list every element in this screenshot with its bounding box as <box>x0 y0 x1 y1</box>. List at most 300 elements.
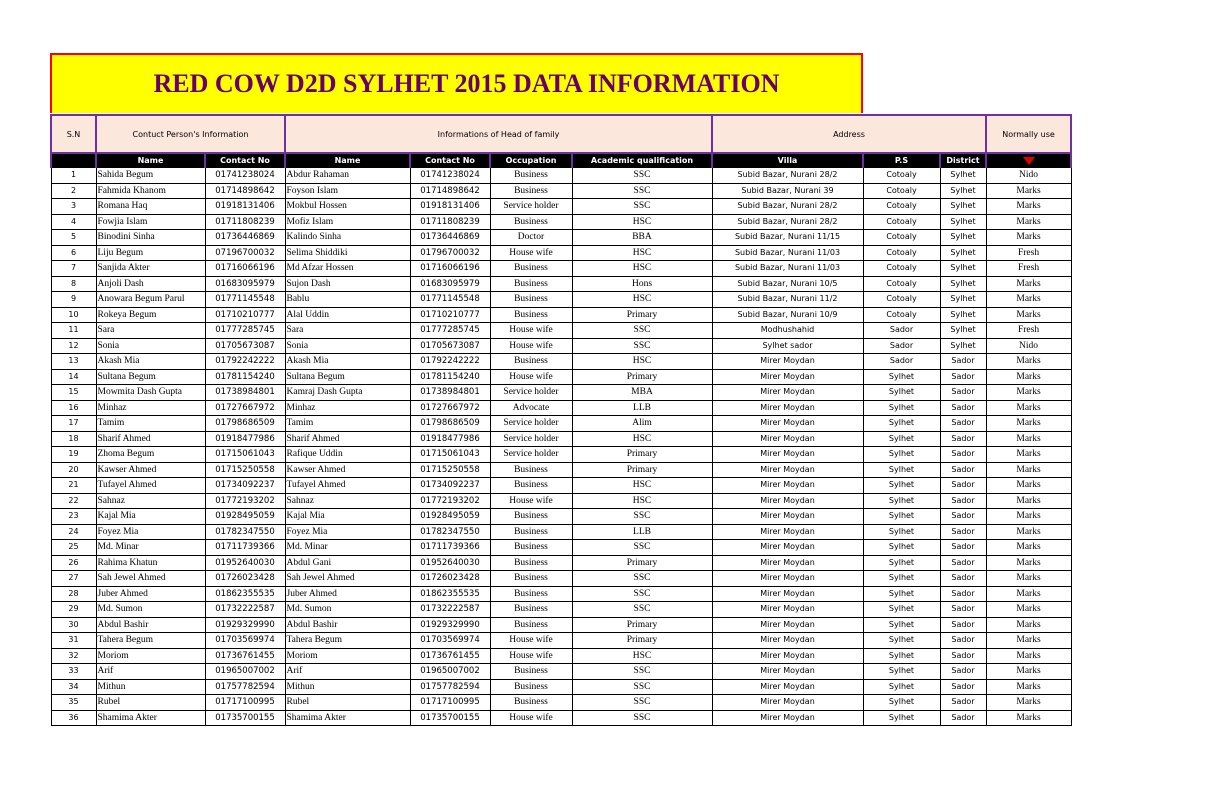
contact-no-cell[interactable]: 01782347550 <box>205 524 285 540</box>
head-name-cell[interactable]: Tamim <box>285 416 410 432</box>
occupation-cell[interactable]: House wife <box>490 648 572 664</box>
head-contact-cell[interactable]: 01736446869 <box>410 230 490 246</box>
ps-cell[interactable]: Cotoaly <box>863 307 940 323</box>
district-cell[interactable]: Sylhet <box>940 168 986 184</box>
head-name-cell[interactable]: Sultana Begum <box>285 369 410 385</box>
contact-name-cell[interactable]: Md. Minar <box>96 540 205 556</box>
ps-cell[interactable]: Sylhet <box>863 648 940 664</box>
qualification-cell[interactable]: BBA <box>572 230 712 246</box>
head-contact-cell[interactable]: 01711808239 <box>410 214 490 230</box>
district-cell[interactable]: Sylhet <box>940 199 986 215</box>
district-cell[interactable]: Sador <box>940 648 986 664</box>
contact-no-cell[interactable]: 01736761455 <box>205 648 285 664</box>
qualification-cell[interactable]: HSC <box>572 261 712 277</box>
villa-cell[interactable]: Subid Bazar, Nurani 10/5 <box>712 276 863 292</box>
contact-name-cell[interactable]: Md. Sumon <box>96 602 205 618</box>
head-contact-cell[interactable]: 01918131406 <box>410 199 490 215</box>
occupation-cell[interactable]: House wife <box>490 633 572 649</box>
contact-name-cell[interactable]: Tahera Begum <box>96 633 205 649</box>
contact-no-cell[interactable]: 01918131406 <box>205 199 285 215</box>
contact-name-cell[interactable]: Rubel <box>96 695 205 711</box>
qualification-cell[interactable]: Primary <box>572 307 712 323</box>
normally-use-cell[interactable]: Fresh <box>986 323 1071 339</box>
head-contact-cell[interactable]: 01736761455 <box>410 648 490 664</box>
head-name-cell[interactable]: Rafique Uddin <box>285 447 410 463</box>
head-contact-cell[interactable]: 01952640030 <box>410 555 490 571</box>
normally-use-cell[interactable]: Fresh <box>986 261 1071 277</box>
ps-cell[interactable]: Sador <box>863 338 940 354</box>
district-cell[interactable]: Sylhet <box>940 214 986 230</box>
qualification-cell[interactable]: MBA <box>572 385 712 401</box>
district-cell[interactable]: Sador <box>940 695 986 711</box>
head-contact-cell[interactable]: 01714898642 <box>410 183 490 199</box>
contact-no-cell[interactable]: 01771145548 <box>205 292 285 308</box>
villa-cell[interactable]: Subid Bazar, Nurani 11/03 <box>712 245 863 261</box>
qualification-cell[interactable]: SSC <box>572 323 712 339</box>
occupation-cell[interactable]: Business <box>490 540 572 556</box>
normally-use-cell[interactable]: Marks <box>986 385 1071 401</box>
head-name-cell[interactable]: Tufayel Ahmed <box>285 478 410 494</box>
ps-cell[interactable]: Sylhet <box>863 462 940 478</box>
contact-name-cell[interactable]: Foyez Mia <box>96 524 205 540</box>
normally-use-cell[interactable]: Marks <box>986 617 1071 633</box>
occupation-cell[interactable]: Business <box>490 679 572 695</box>
head-contact-cell[interactable]: 01734092237 <box>410 478 490 494</box>
sn-cell[interactable]: 9 <box>51 292 96 308</box>
normally-use-cell[interactable]: Nido <box>986 338 1071 354</box>
villa-cell[interactable]: Subid Bazar, Nurani 28/2 <box>712 168 863 184</box>
sn-cell[interactable]: 20 <box>51 462 96 478</box>
sn-cell[interactable]: 2 <box>51 183 96 199</box>
district-cell[interactable]: Sador <box>940 710 986 726</box>
district-cell[interactable]: Sador <box>940 509 986 525</box>
contact-name-cell[interactable]: Fahmida Khanom <box>96 183 205 199</box>
normally-use-cell[interactable]: Marks <box>986 431 1071 447</box>
qualification-cell[interactable]: Primary <box>572 462 712 478</box>
contact-name-cell[interactable]: Kawser Ahmed <box>96 462 205 478</box>
qualification-cell[interactable]: SSC <box>572 540 712 556</box>
district-cell[interactable]: Sylhet <box>940 292 986 308</box>
villa-cell[interactable]: Mirer Moydan <box>712 586 863 602</box>
head-contact-cell[interactable]: 01715061043 <box>410 447 490 463</box>
normally-use-cell[interactable]: Marks <box>986 307 1071 323</box>
head-name-cell[interactable]: Alal Uddin <box>285 307 410 323</box>
contact-no-cell[interactable]: 01777285745 <box>205 323 285 339</box>
head-contact-cell[interactable]: 01683095979 <box>410 276 490 292</box>
contact-no-cell[interactable]: 01952640030 <box>205 555 285 571</box>
head-name-cell[interactable]: Juber Ahmed <box>285 586 410 602</box>
contact-name-cell[interactable]: Moriom <box>96 648 205 664</box>
qualification-cell[interactable]: HSC <box>572 648 712 664</box>
occupation-cell[interactable]: Business <box>490 586 572 602</box>
head-name-cell[interactable]: Rubel <box>285 695 410 711</box>
qualification-cell[interactable]: LLB <box>572 400 712 416</box>
contact-name-cell[interactable]: Shamima Akter <box>96 710 205 726</box>
occupation-cell[interactable]: Service holder <box>490 416 572 432</box>
villa-cell[interactable]: Mirer Moydan <box>712 664 863 680</box>
district-cell[interactable]: Sador <box>940 416 986 432</box>
sn-cell[interactable]: 35 <box>51 695 96 711</box>
head-contact-cell[interactable]: 01929329990 <box>410 617 490 633</box>
normally-use-cell[interactable]: Marks <box>986 400 1071 416</box>
normally-use-cell[interactable]: Marks <box>986 695 1071 711</box>
district-cell[interactable]: Sylhet <box>940 183 986 199</box>
occupation-cell[interactable]: House wife <box>490 323 572 339</box>
villa-cell[interactable]: Subid Bazar, Nurani 39 <box>712 183 863 199</box>
contact-no-cell[interactable]: 01710210777 <box>205 307 285 323</box>
contact-name-cell[interactable]: Akash Mia <box>96 354 205 370</box>
villa-cell[interactable]: Subid Bazar, Nurani 10/9 <box>712 307 863 323</box>
sn-cell[interactable]: 36 <box>51 710 96 726</box>
head-name-cell[interactable]: Sara <box>285 323 410 339</box>
head-name-cell[interactable]: Moriom <box>285 648 410 664</box>
contact-name-cell[interactable]: Tufayel Ahmed <box>96 478 205 494</box>
head-name-cell[interactable]: Kajal Mia <box>285 509 410 525</box>
district-cell[interactable]: Sador <box>940 602 986 618</box>
ps-cell[interactable]: Sylhet <box>863 509 940 525</box>
contact-no-cell[interactable]: 01781154240 <box>205 369 285 385</box>
head-name-cell[interactable]: Sah Jewel Ahmed <box>285 571 410 587</box>
sn-cell[interactable]: 17 <box>51 416 96 432</box>
district-cell[interactable]: Sador <box>940 540 986 556</box>
qualification-cell[interactable]: LLB <box>572 524 712 540</box>
normally-use-cell[interactable]: Marks <box>986 586 1071 602</box>
district-cell[interactable]: Sylhet <box>940 245 986 261</box>
ps-cell[interactable]: Sylhet <box>863 571 940 587</box>
occupation-cell[interactable]: Business <box>490 276 572 292</box>
head-contact-cell[interactable]: 01796700032 <box>410 245 490 261</box>
ps-cell[interactable]: Cotoaly <box>863 183 940 199</box>
villa-cell[interactable]: Subid Bazar, Nurani 11/15 <box>712 230 863 246</box>
occupation-cell[interactable]: Business <box>490 478 572 494</box>
district-cell[interactable]: Sylhet <box>940 338 986 354</box>
ps-cell[interactable]: Cotoaly <box>863 168 940 184</box>
villa-cell[interactable]: Sylhet sador <box>712 338 863 354</box>
qualification-cell[interactable]: Alim <box>572 416 712 432</box>
qualification-cell[interactable]: Primary <box>572 617 712 633</box>
villa-cell[interactable]: Mirer Moydan <box>712 571 863 587</box>
villa-cell[interactable]: Mirer Moydan <box>712 462 863 478</box>
occupation-cell[interactable]: Business <box>490 617 572 633</box>
qualification-cell[interactable]: Primary <box>572 369 712 385</box>
head-contact-cell[interactable]: 01965007002 <box>410 664 490 680</box>
contact-name-cell[interactable]: Sharif Ahmed <box>96 431 205 447</box>
contact-name-cell[interactable]: Kajal Mia <box>96 509 205 525</box>
contact-no-cell[interactable]: 01717100995 <box>205 695 285 711</box>
head-name-cell[interactable]: Kamraj Dash Gupta <box>285 385 410 401</box>
normally-use-cell[interactable]: Marks <box>986 462 1071 478</box>
district-cell[interactable]: Sylhet <box>940 276 986 292</box>
head-contact-cell[interactable]: 01738984801 <box>410 385 490 401</box>
occupation-cell[interactable]: Business <box>490 214 572 230</box>
villa-cell[interactable]: Mirer Moydan <box>712 602 863 618</box>
villa-cell[interactable]: Mirer Moydan <box>712 633 863 649</box>
contact-name-cell[interactable]: Sahnaz <box>96 493 205 509</box>
villa-cell[interactable]: Subid Bazar, Nurani 28/2 <box>712 199 863 215</box>
villa-cell[interactable]: Mirer Moydan <box>712 524 863 540</box>
contact-name-cell[interactable]: Sah Jewel Ahmed <box>96 571 205 587</box>
normally-use-cell[interactable]: Nido <box>986 168 1071 184</box>
occupation-cell[interactable]: Business <box>490 602 572 618</box>
head-name-cell[interactable]: Kawser Ahmed <box>285 462 410 478</box>
column-header-use-filter[interactable] <box>986 153 1071 168</box>
normally-use-cell[interactable]: Marks <box>986 633 1071 649</box>
head-name-cell[interactable]: Abdul Bashir <box>285 617 410 633</box>
qualification-cell[interactable]: SSC <box>572 695 712 711</box>
contact-no-cell[interactable]: 01732222587 <box>205 602 285 618</box>
contact-name-cell[interactable]: Sara <box>96 323 205 339</box>
district-cell[interactable]: Sador <box>940 664 986 680</box>
normally-use-cell[interactable]: Marks <box>986 679 1071 695</box>
qualification-cell[interactable]: SSC <box>572 338 712 354</box>
villa-cell[interactable]: Subid Bazar, Nurani 11/03 <box>712 261 863 277</box>
contact-no-cell[interactable]: 01928495059 <box>205 509 285 525</box>
district-cell[interactable]: Sador <box>940 524 986 540</box>
district-cell[interactable]: Sador <box>940 369 986 385</box>
normally-use-cell[interactable]: Marks <box>986 214 1071 230</box>
contact-no-cell[interactable]: 01792242222 <box>205 354 285 370</box>
district-cell[interactable]: Sador <box>940 431 986 447</box>
sn-cell[interactable]: 31 <box>51 633 96 649</box>
head-name-cell[interactable]: Md Afzar Hossen <box>285 261 410 277</box>
qualification-cell[interactable]: HSC <box>572 354 712 370</box>
villa-cell[interactable]: Mirer Moydan <box>712 617 863 633</box>
sn-cell[interactable]: 25 <box>51 540 96 556</box>
district-cell[interactable]: Sylhet <box>940 323 986 339</box>
district-cell[interactable]: Sador <box>940 679 986 695</box>
head-contact-cell[interactable]: 01918477986 <box>410 431 490 447</box>
contact-no-cell[interactable]: 01715250558 <box>205 462 285 478</box>
head-name-cell[interactable]: Sahnaz <box>285 493 410 509</box>
qualification-cell[interactable]: SSC <box>572 509 712 525</box>
contact-name-cell[interactable]: Sultana Begum <box>96 369 205 385</box>
occupation-cell[interactable]: Business <box>490 571 572 587</box>
occupation-cell[interactable]: Business <box>490 509 572 525</box>
villa-cell[interactable]: Mirer Moydan <box>712 478 863 494</box>
normally-use-cell[interactable]: Marks <box>986 447 1071 463</box>
contact-no-cell[interactable]: 01757782594 <box>205 679 285 695</box>
ps-cell[interactable]: Sylhet <box>863 540 940 556</box>
contact-no-cell[interactable]: 01705673087 <box>205 338 285 354</box>
contact-no-cell[interactable]: 01734092237 <box>205 478 285 494</box>
sn-cell[interactable]: 15 <box>51 385 96 401</box>
contact-no-cell[interactable]: 07196700032 <box>205 245 285 261</box>
head-contact-cell[interactable]: 01715250558 <box>410 462 490 478</box>
district-cell[interactable]: Sador <box>940 354 986 370</box>
ps-cell[interactable]: Sylhet <box>863 664 940 680</box>
district-cell[interactable]: Sador <box>940 586 986 602</box>
head-name-cell[interactable]: Sujon Dash <box>285 276 410 292</box>
head-contact-cell[interactable]: 01792242222 <box>410 354 490 370</box>
sn-cell[interactable]: 34 <box>51 679 96 695</box>
contact-no-cell[interactable]: 01711808239 <box>205 214 285 230</box>
contact-name-cell[interactable]: Mowmita Dash Gupta <box>96 385 205 401</box>
occupation-cell[interactable]: Service holder <box>490 199 572 215</box>
sn-cell[interactable]: 12 <box>51 338 96 354</box>
district-cell[interactable]: Sylhet <box>940 261 986 277</box>
contact-name-cell[interactable]: Tamim <box>96 416 205 432</box>
sn-cell[interactable]: 3 <box>51 199 96 215</box>
district-cell[interactable]: Sador <box>940 617 986 633</box>
sn-cell[interactable]: 6 <box>51 245 96 261</box>
contact-name-cell[interactable]: Liju Begum <box>96 245 205 261</box>
qualification-cell[interactable]: SSC <box>572 199 712 215</box>
contact-name-cell[interactable]: Sahida Begum <box>96 168 205 184</box>
sn-cell[interactable]: 21 <box>51 478 96 494</box>
head-contact-cell[interactable]: 01741238024 <box>410 168 490 184</box>
head-contact-cell[interactable]: 01703569974 <box>410 633 490 649</box>
normally-use-cell[interactable]: Marks <box>986 369 1071 385</box>
ps-cell[interactable]: Cotoaly <box>863 214 940 230</box>
head-name-cell[interactable]: Mithun <box>285 679 410 695</box>
contact-name-cell[interactable]: Abdul Bashir <box>96 617 205 633</box>
qualification-cell[interactable]: HSC <box>572 493 712 509</box>
qualification-cell[interactable]: SSC <box>572 571 712 587</box>
sn-cell[interactable]: 26 <box>51 555 96 571</box>
villa-cell[interactable]: Mirer Moydan <box>712 385 863 401</box>
normally-use-cell[interactable]: Marks <box>986 555 1071 571</box>
villa-cell[interactable]: Mirer Moydan <box>712 447 863 463</box>
qualification-cell[interactable]: Primary <box>572 555 712 571</box>
villa-cell[interactable]: Mirer Moydan <box>712 509 863 525</box>
sn-cell[interactable]: 5 <box>51 230 96 246</box>
head-name-cell[interactable]: Abdul Gani <box>285 555 410 571</box>
normally-use-cell[interactable]: Marks <box>986 292 1071 308</box>
normally-use-cell[interactable]: Marks <box>986 183 1071 199</box>
villa-cell[interactable]: Mirer Moydan <box>712 695 863 711</box>
occupation-cell[interactable]: House wife <box>490 245 572 261</box>
contact-no-cell[interactable]: 01798686509 <box>205 416 285 432</box>
qualification-cell[interactable]: SSC <box>572 602 712 618</box>
ps-cell[interactable]: Sador <box>863 323 940 339</box>
head-name-cell[interactable]: Minhaz <box>285 400 410 416</box>
head-contact-cell[interactable]: 01710210777 <box>410 307 490 323</box>
sn-cell[interactable]: 29 <box>51 602 96 618</box>
villa-cell[interactable]: Mirer Moydan <box>712 540 863 556</box>
sn-cell[interactable]: 23 <box>51 509 96 525</box>
normally-use-cell[interactable]: Marks <box>986 493 1071 509</box>
district-cell[interactable]: Sador <box>940 462 986 478</box>
head-name-cell[interactable]: Mokbul Hossen <box>285 199 410 215</box>
sn-cell[interactable]: 16 <box>51 400 96 416</box>
head-name-cell[interactable]: Akash Mia <box>285 354 410 370</box>
normally-use-cell[interactable]: Marks <box>986 230 1071 246</box>
ps-cell[interactable]: Cotoaly <box>863 230 940 246</box>
qualification-cell[interactable]: SSC <box>572 168 712 184</box>
ps-cell[interactable]: Sylhet <box>863 524 940 540</box>
ps-cell[interactable]: Sylhet <box>863 555 940 571</box>
contact-name-cell[interactable]: Arif <box>96 664 205 680</box>
villa-cell[interactable]: Mirer Moydan <box>712 710 863 726</box>
qualification-cell[interactable]: HSC <box>572 431 712 447</box>
ps-cell[interactable]: Sylhet <box>863 416 940 432</box>
villa-cell[interactable]: Mirer Moydan <box>712 493 863 509</box>
district-cell[interactable]: Sador <box>940 385 986 401</box>
head-contact-cell[interactable]: 01777285745 <box>410 323 490 339</box>
contact-no-cell[interactable]: 01703569974 <box>205 633 285 649</box>
head-name-cell[interactable]: Foyson Islam <box>285 183 410 199</box>
ps-cell[interactable]: Sylhet <box>863 695 940 711</box>
head-contact-cell[interactable]: 01757782594 <box>410 679 490 695</box>
ps-cell[interactable]: Cotoaly <box>863 261 940 277</box>
villa-cell[interactable]: Subid Bazar, Nurani 28/2 <box>712 214 863 230</box>
ps-cell[interactable]: Sylhet <box>863 679 940 695</box>
ps-cell[interactable]: Sylhet <box>863 633 940 649</box>
contact-name-cell[interactable]: Rokeya Begum <box>96 307 205 323</box>
district-cell[interactable]: Sador <box>940 447 986 463</box>
contact-no-cell[interactable]: 01741238024 <box>205 168 285 184</box>
contact-no-cell[interactable]: 01929329990 <box>205 617 285 633</box>
occupation-cell[interactable]: Business <box>490 524 572 540</box>
contact-no-cell[interactable]: 01726023428 <box>205 571 285 587</box>
occupation-cell[interactable]: Service holder <box>490 447 572 463</box>
contact-name-cell[interactable]: Sonia <box>96 338 205 354</box>
head-name-cell[interactable]: Kalindo Sinha <box>285 230 410 246</box>
district-cell[interactable]: Sador <box>940 493 986 509</box>
contact-no-cell[interactable]: 01716066196 <box>205 261 285 277</box>
qualification-cell[interactable]: SSC <box>572 183 712 199</box>
ps-cell[interactable]: Sador <box>863 354 940 370</box>
ps-cell[interactable]: Sylhet <box>863 586 940 602</box>
ps-cell[interactable]: Sylhet <box>863 369 940 385</box>
normally-use-cell[interactable]: Marks <box>986 540 1071 556</box>
sn-cell[interactable]: 11 <box>51 323 96 339</box>
head-contact-cell[interactable]: 01727667972 <box>410 400 490 416</box>
occupation-cell[interactable]: Business <box>490 183 572 199</box>
normally-use-cell[interactable]: Marks <box>986 199 1071 215</box>
head-contact-cell[interactable]: 01862355535 <box>410 586 490 602</box>
head-contact-cell[interactable]: 01782347550 <box>410 524 490 540</box>
occupation-cell[interactable]: Business <box>490 462 572 478</box>
occupation-cell[interactable]: Business <box>490 261 572 277</box>
contact-name-cell[interactable]: Juber Ahmed <box>96 586 205 602</box>
contact-name-cell[interactable]: Romana Haq <box>96 199 205 215</box>
qualification-cell[interactable]: SSC <box>572 710 712 726</box>
occupation-cell[interactable]: House wife <box>490 338 572 354</box>
normally-use-cell[interactable]: Marks <box>986 524 1071 540</box>
normally-use-cell[interactable]: Marks <box>986 416 1071 432</box>
ps-cell[interactable]: Sylhet <box>863 400 940 416</box>
ps-cell[interactable]: Sylhet <box>863 447 940 463</box>
qualification-cell[interactable]: Primary <box>572 447 712 463</box>
head-contact-cell[interactable]: 01732222587 <box>410 602 490 618</box>
occupation-cell[interactable]: Business <box>490 354 572 370</box>
normally-use-cell[interactable]: Marks <box>986 478 1071 494</box>
sn-cell[interactable]: 19 <box>51 447 96 463</box>
contact-no-cell[interactable]: 01715061043 <box>205 447 285 463</box>
head-contact-cell[interactable]: 01711739366 <box>410 540 490 556</box>
qualification-cell[interactable]: HSC <box>572 292 712 308</box>
contact-no-cell[interactable]: 01727667972 <box>205 400 285 416</box>
occupation-cell[interactable]: Business <box>490 292 572 308</box>
contact-name-cell[interactable]: Fowjia Islam <box>96 214 205 230</box>
contact-name-cell[interactable]: Zhoma Begum <box>96 447 205 463</box>
head-name-cell[interactable]: Md. Minar <box>285 540 410 556</box>
contact-name-cell[interactable]: Mithun <box>96 679 205 695</box>
head-name-cell[interactable]: Sharif Ahmed <box>285 431 410 447</box>
normally-use-cell[interactable]: Fresh <box>986 245 1071 261</box>
sn-cell[interactable]: 27 <box>51 571 96 587</box>
sn-cell[interactable]: 28 <box>51 586 96 602</box>
district-cell[interactable]: Sador <box>940 571 986 587</box>
contact-no-cell[interactable]: 01735700155 <box>205 710 285 726</box>
sn-cell[interactable]: 13 <box>51 354 96 370</box>
villa-cell[interactable]: Mirer Moydan <box>712 431 863 447</box>
sn-cell[interactable]: 33 <box>51 664 96 680</box>
district-cell[interactable]: Sylhet <box>940 230 986 246</box>
head-contact-cell[interactable]: 01735700155 <box>410 710 490 726</box>
qualification-cell[interactable]: HSC <box>572 214 712 230</box>
